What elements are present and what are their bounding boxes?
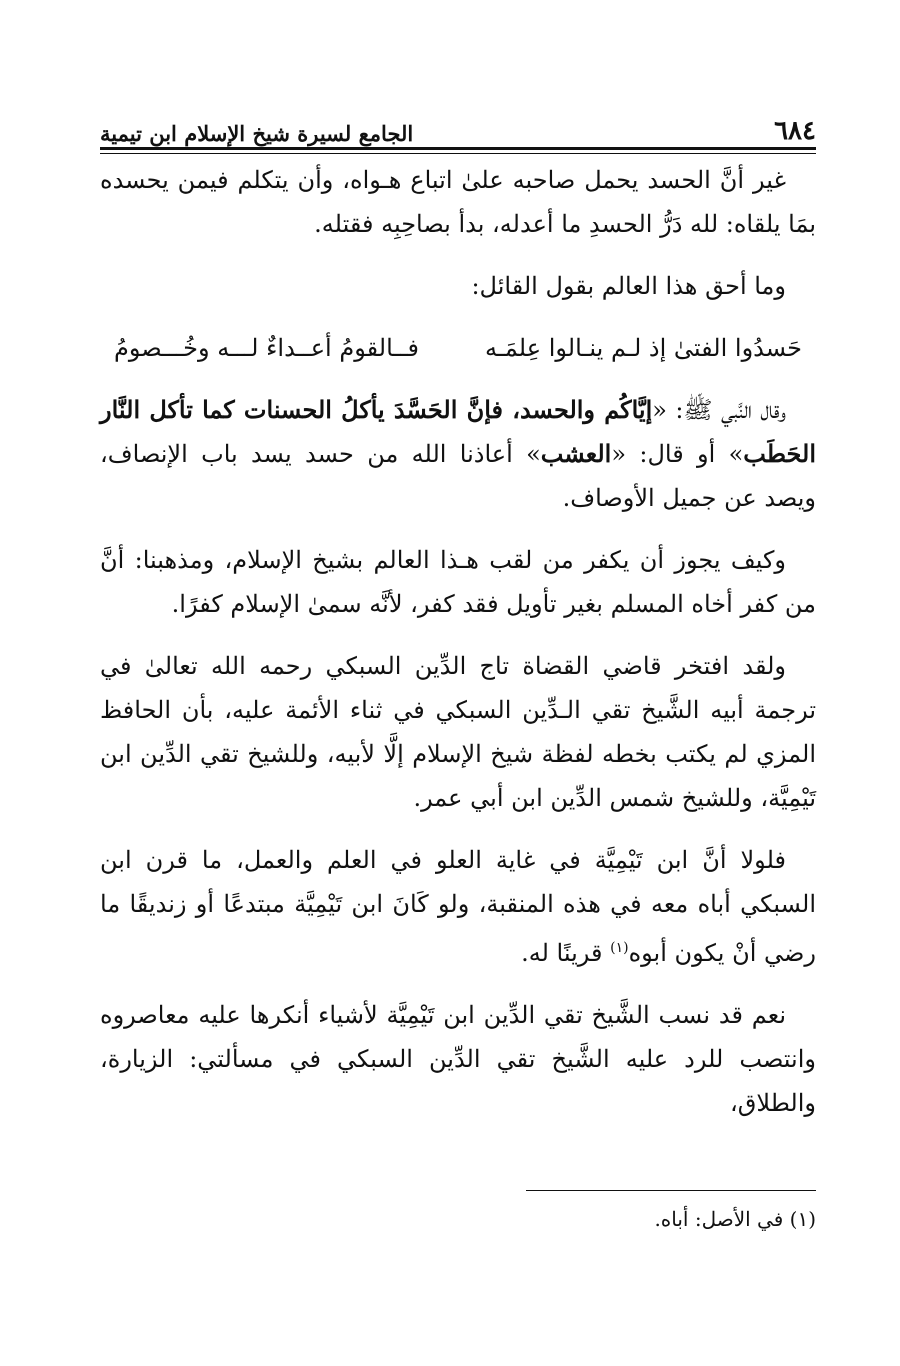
p3-start: وقال النَّبي ﷺ: « (652, 396, 786, 424)
poem-second-hemistich: فــالقومُ أعــداءٌ لـــه وخُـــصومُ (114, 334, 419, 362)
paragraph-3 (100, 388, 816, 520)
hadith-quote: إيَّاكُم والحسد، فإنَّ الحَسَّدَ يأكلُ الحسنات كما تأكل النَّار الحَطَب (100, 395, 816, 468)
p3-mid: » أو قال: « (611, 440, 744, 468)
header-rule (100, 147, 816, 150)
hadith-variant: العشب (540, 439, 612, 468)
footnote-marker[interactable]: (١) (610, 940, 629, 956)
poem-verse (100, 326, 816, 370)
header-rule-thin (100, 153, 816, 154)
p6-text: فلولا أنَّ ابن تَيْمِيَّة في غاية العلو في العلم والعمل، ما قرن ابن السبكي أباه معه في هذه المنقبة، ولو كَانَ ابن تَيْمِيَّة مبتدعًا أو زنديقًا ما رضي أنْ يكون أبوه (100, 846, 816, 967)
p6-end: قرينًا له. (521, 939, 611, 967)
footnote-rule (526, 1190, 816, 1191)
paragraph-4: وكيف يجوز أن يكفر من لقب هـذا العالم بشيخ الإسلام، ومذهبنا: أنَّ من كفر أخاه المسلم بغير تأويل فقد كفر، لأنَّه سمىٰ الإسلام كفرًا. (100, 546, 816, 618)
main-text (100, 158, 816, 1143)
poem-first-hemistich: حَسدُوا الفتىٰ إذ لـم ينـالوا عِلمَـه (485, 334, 802, 362)
book-title: الجامع لسيرة شيخ الإسلام ابن تيمية (100, 121, 414, 146)
paragraph-1: غير أنَّ الحسد يحمل صاحبه علىٰ اتباع هـواه، وأن يتكلم فيمن يحسده بمَا يلقاه: لله دَرُّ الحسدِ ما أعدله، بدأ بصاحِبِه فقتله. (100, 166, 816, 238)
footnote: (١) في الأصل: أباه. (654, 1207, 816, 1231)
page-number: ٦٨٤ (774, 116, 816, 146)
paragraph-7: نعم قد نسب الشَّيخ تقي الدِّين ابن تَيْمِيَّة لأشياء أنكرها عليه معاصروه وانتصب للرد عليه الشَّيخ تقي الدِّين السبكي في مسألتي: الزيارة، والطلاق، (100, 1001, 816, 1117)
p3-end: » أعاذنا الله من حسد يسد باب الإنصاف، ويصد عن جميل الأوصاف. (100, 440, 816, 512)
running-header (100, 110, 816, 146)
paragraph-2: وما أحق هذا العالم بقول القائل: (471, 272, 786, 300)
paragraph-6 (100, 838, 816, 975)
paragraph-5: ولقد افتخر قاضي القضاة تاج الدِّين السبكي رحمه الله تعالىٰ في ترجمة أبيه الشَّيخ تقي الـدِّين السبكي في ثناء الأئمة عليه، بأن الحافظ المزي لم يكتب بخطه لفظة شيخ الإسلام إلَّا لأبيه، وللشيخ تقي الدِّين ابن تَيْمِيَّة، وللشيخ شمس الدِّين ابن أبي عمر. (100, 652, 816, 812)
